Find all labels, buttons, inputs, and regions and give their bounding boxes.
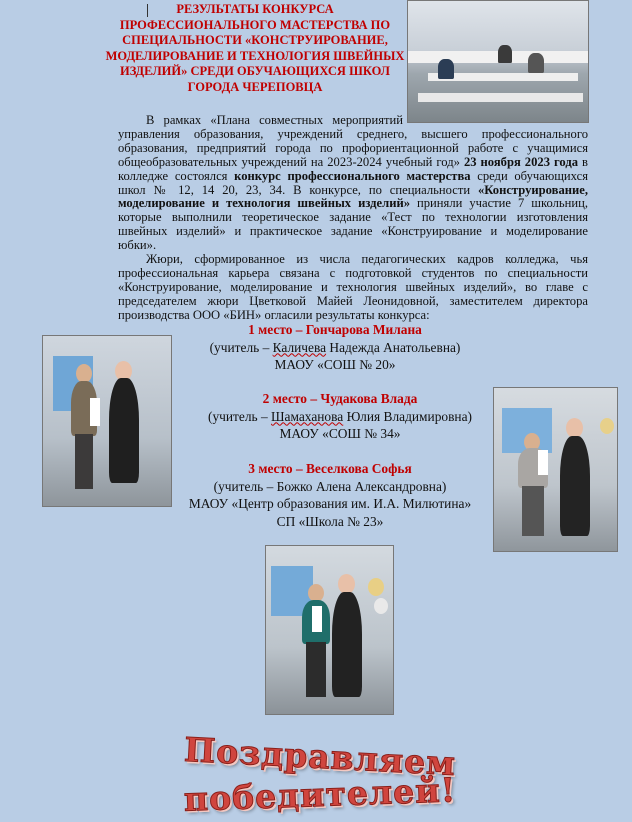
winner-photo-1 <box>42 335 172 507</box>
article-body <box>118 114 588 323</box>
classroom-photo <box>407 0 589 123</box>
congratulations-banner: Поздравляем победителей! <box>183 729 457 819</box>
result-2: 2 место – Чудакова Влада (учитель – Шамаханова Юлия Владимировна) МАОУ «СОШ № 34» <box>208 391 472 441</box>
result-3: 3 место – Веселкова Софья (учитель – Божко Алена Александровна) МАОУ «Центр образования им. И.А. Милютина» СП «Школа № 23» <box>188 461 472 529</box>
paragraph-intro: В рамках «Плана совместных мероприятий управления образования, учреждений среднего, высшего профессионального образования, предприятий города по профориентационной работе с учащимися общеобразовательных учреждений на 2023-2024 учебный год» 23 ноября 2023 года в колледже состоялся конкурс профессионального мастерства среди обучающихся школ № 12, 14 20, 23, 34. В конкурсе, по специальности «Конструирование, моделирование и технология швейных изделий» приняли участие 7 школьниц, которые выполнили теоретическое задание «Тест по технологии изготовления швейных изделий» и практическое задание «Конструирование и моделирование юбки». <box>118 113 588 253</box>
result-1: 1 место – Гончарова Милана (учитель – Каличева Надежда Анатольевна) МАОУ «СОШ № 20» <box>209 322 461 372</box>
page-title: РЕЗУЛЬТАТЫ КОНКУРСА ПРОФЕССИОНАЛЬНОГО МАСТЕРСТВА ПО СПЕЦИАЛЬНОСТИ «КОНСТРУИРОВАНИЕ, МОДЕЛИРОВАНИЕ И ТЕХНОЛОГИЯ ШВЕЙНЫХ ИЗДЕЛИЙ» СРЕДИ ОБУЧАЮЩИХСЯ ШКОЛ ГОРОДА ЧЕРЕПОВЦА <box>105 2 405 94</box>
winner-photo-2 <box>493 387 618 552</box>
paragraph-jury: Жюри, сформированное из числа педагогических кадров колледжа, чья профессиональная карьера связана с подготовкой студентов по специальности «Конструирование, моделирование и технология швейных изделий», во главе с председателем жюри Цветковой Майей Леонидовной, заместителем директора производства ООО «БИН» огласили результаты конкурса: <box>118 252 588 322</box>
winner-photo-3 <box>265 545 394 715</box>
